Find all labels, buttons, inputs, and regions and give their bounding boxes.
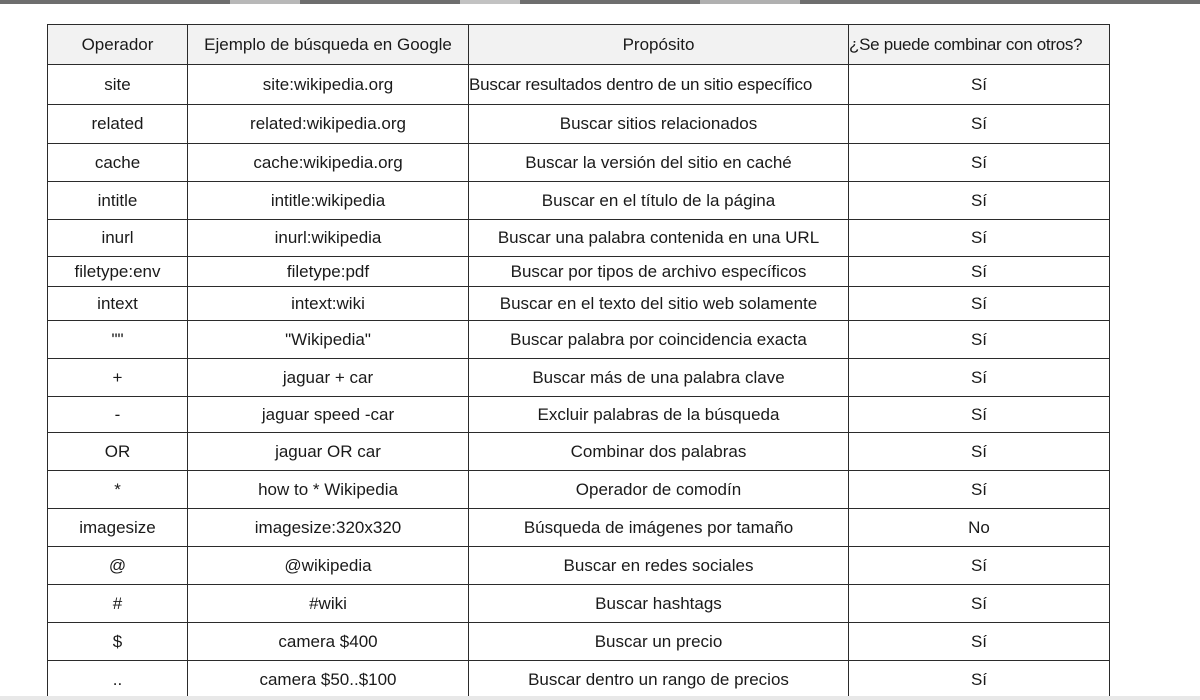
header-operador: Operador bbox=[48, 25, 188, 65]
cell-combinable: Sí bbox=[849, 257, 1110, 287]
table-row bbox=[48, 359, 1110, 397]
cell-operador: + bbox=[48, 359, 188, 397]
table-row bbox=[48, 623, 1110, 661]
cell-ejemplo: jaguar speed -car bbox=[188, 397, 469, 433]
cell-proposito: Buscar resultados dentro de un sitio específico bbox=[469, 65, 849, 105]
cell-ejemplo: cache:wikipedia.org bbox=[188, 144, 469, 182]
cell-ejemplo: how to * Wikipedia bbox=[188, 471, 469, 509]
header-proposito: Propósito bbox=[469, 25, 849, 65]
cell-combinable: Sí bbox=[849, 433, 1110, 471]
cell-proposito: Búsqueda de imágenes por tamaño bbox=[469, 509, 849, 547]
table-row bbox=[48, 182, 1110, 220]
cell-combinable: Sí bbox=[849, 65, 1110, 105]
cell-ejemplo: site:wikipedia.org bbox=[188, 65, 469, 105]
table-row bbox=[48, 471, 1110, 509]
cell-proposito: Buscar dentro un rango de precios bbox=[469, 661, 849, 699]
decorative-blur bbox=[230, 0, 300, 4]
cell-ejemplo: intext:wiki bbox=[188, 287, 469, 321]
table-row bbox=[48, 661, 1110, 699]
table-row bbox=[48, 287, 1110, 321]
table-header-row bbox=[48, 25, 1110, 65]
cell-proposito: Buscar la versión del sitio en caché bbox=[469, 144, 849, 182]
cell-proposito: Buscar en el título de la página bbox=[469, 182, 849, 220]
cell-ejemplo: imagesize:320x320 bbox=[188, 509, 469, 547]
cell-operador: imagesize bbox=[48, 509, 188, 547]
cell-combinable: Sí bbox=[849, 144, 1110, 182]
cell-proposito: Buscar palabra por coincidencia exacta bbox=[469, 321, 849, 359]
cell-ejemplo: filetype:pdf bbox=[188, 257, 469, 287]
cell-ejemplo: intitle:wikipedia bbox=[188, 182, 469, 220]
cell-operador: $ bbox=[48, 623, 188, 661]
cell-ejemplo: "Wikipedia" bbox=[188, 321, 469, 359]
cell-operador: # bbox=[48, 585, 188, 623]
cell-proposito: Buscar sitios relacionados bbox=[469, 105, 849, 144]
cell-ejemplo: related:wikipedia.org bbox=[188, 105, 469, 144]
cell-combinable: Sí bbox=[849, 105, 1110, 144]
cell-ejemplo: #wiki bbox=[188, 585, 469, 623]
cell-combinable: Sí bbox=[849, 471, 1110, 509]
table-row bbox=[48, 65, 1110, 105]
cell-combinable: Sí bbox=[849, 661, 1110, 699]
table-row bbox=[48, 397, 1110, 433]
cell-ejemplo: inurl:wikipedia bbox=[188, 220, 469, 257]
cell-proposito: Buscar en el texto del sitio web solamente bbox=[469, 287, 849, 321]
cell-combinable: Sí bbox=[849, 321, 1110, 359]
table-row bbox=[48, 257, 1110, 287]
decorative-blur bbox=[700, 0, 800, 4]
table-row bbox=[48, 105, 1110, 144]
cell-operador: @ bbox=[48, 547, 188, 585]
cell-operador: * bbox=[48, 471, 188, 509]
cell-proposito: Excluir palabras de la búsqueda bbox=[469, 397, 849, 433]
cell-operador: intitle bbox=[48, 182, 188, 220]
decorative-blur bbox=[460, 0, 520, 4]
table-row bbox=[48, 509, 1110, 547]
cell-operador: related bbox=[48, 105, 188, 144]
cell-operador: site bbox=[48, 65, 188, 105]
cell-proposito: Buscar en redes sociales bbox=[469, 547, 849, 585]
cell-combinable: Sí bbox=[849, 359, 1110, 397]
cell-proposito: Combinar dos palabras bbox=[469, 433, 849, 471]
cell-ejemplo: jaguar OR car bbox=[188, 433, 469, 471]
cell-operador: - bbox=[48, 397, 188, 433]
cell-operador: "" bbox=[48, 321, 188, 359]
cell-proposito: Operador de comodín bbox=[469, 471, 849, 509]
header-ejemplo: Ejemplo de búsqueda en Google bbox=[188, 25, 469, 65]
table-row bbox=[48, 144, 1110, 182]
cell-combinable: Sí bbox=[849, 397, 1110, 433]
cell-proposito: Buscar una palabra contenida en una URL bbox=[469, 220, 849, 257]
cell-combinable: No bbox=[849, 509, 1110, 547]
table-row bbox=[48, 220, 1110, 257]
cell-operador: inurl bbox=[48, 220, 188, 257]
cell-combinable: Sí bbox=[849, 287, 1110, 321]
google-operators-table bbox=[47, 24, 1110, 699]
cell-ejemplo: camera $50..$100 bbox=[188, 661, 469, 699]
cell-combinable: Sí bbox=[849, 623, 1110, 661]
cell-proposito: Buscar por tipos de archivo específicos bbox=[469, 257, 849, 287]
cell-ejemplo: jaguar + car bbox=[188, 359, 469, 397]
cell-operador: OR bbox=[48, 433, 188, 471]
cell-proposito: Buscar un precio bbox=[469, 623, 849, 661]
cell-combinable: Sí bbox=[849, 585, 1110, 623]
cell-operador: filetype:env bbox=[48, 257, 188, 287]
top-image-edge bbox=[0, 0, 1200, 4]
cell-ejemplo: camera $400 bbox=[188, 623, 469, 661]
cell-operador: cache bbox=[48, 144, 188, 182]
cell-ejemplo: @wikipedia bbox=[188, 547, 469, 585]
header-combinable: ¿Se puede combinar con otros? bbox=[849, 25, 1110, 65]
table-row bbox=[48, 547, 1110, 585]
cell-combinable: Sí bbox=[849, 182, 1110, 220]
cell-proposito: Buscar más de una palabra clave bbox=[469, 359, 849, 397]
cell-operador: .. bbox=[48, 661, 188, 699]
cell-combinable: Sí bbox=[849, 547, 1110, 585]
table-row bbox=[48, 585, 1110, 623]
table-row bbox=[48, 433, 1110, 471]
table-row bbox=[48, 321, 1110, 359]
bottom-image-edge bbox=[0, 696, 1200, 700]
cell-combinable: Sí bbox=[849, 220, 1110, 257]
cell-operador: intext bbox=[48, 287, 188, 321]
cell-proposito: Buscar hashtags bbox=[469, 585, 849, 623]
